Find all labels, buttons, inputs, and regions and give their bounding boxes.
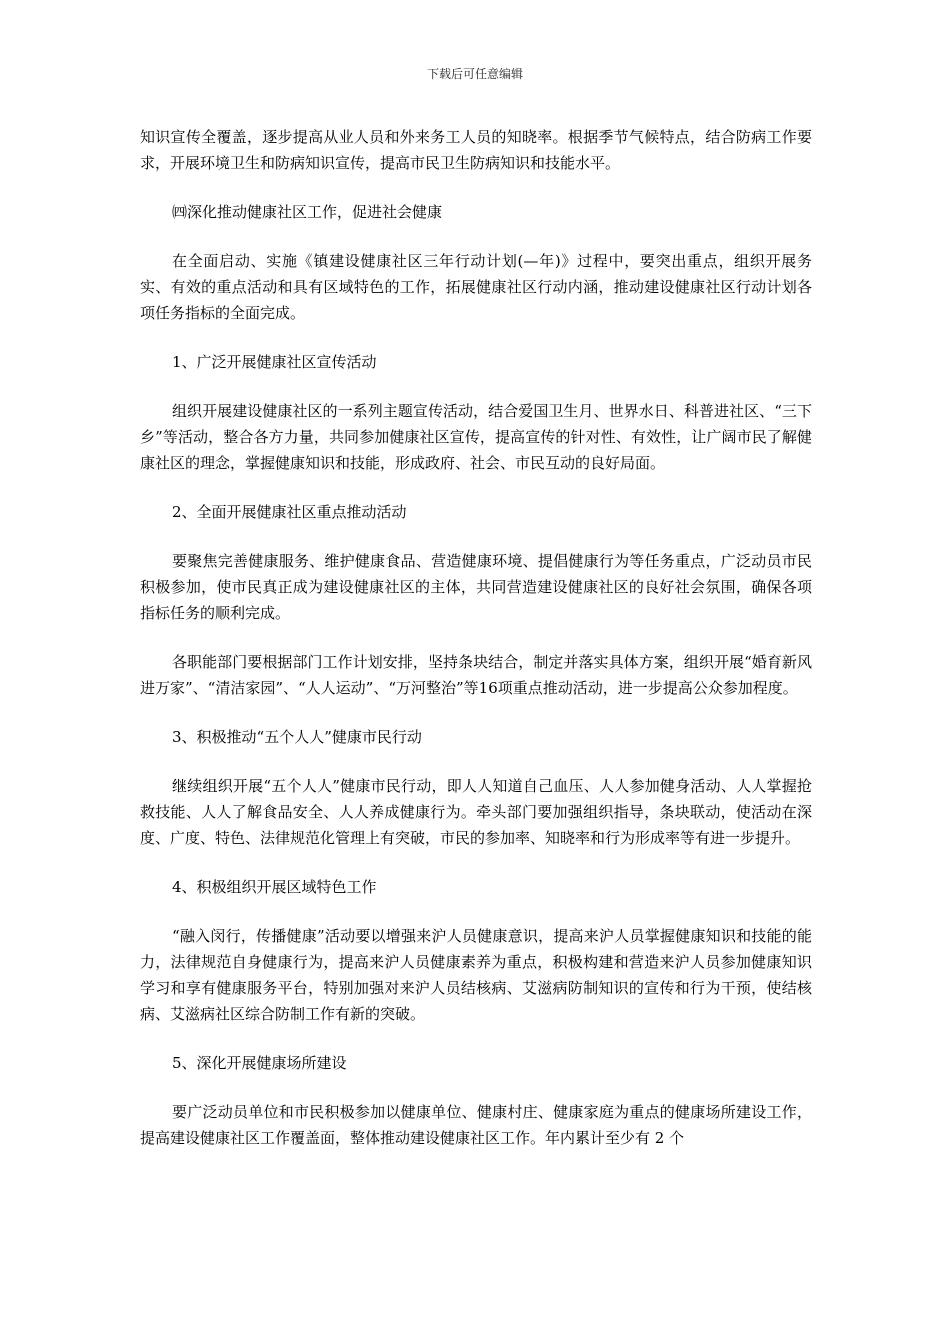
paragraph-continued: 知识宣传全覆盖，逐步提高从业人员和外来务工人员的知晓率。根据季节气候特点，结合防病工作要求，开展环境卫生和防病知识宣传，提高市民卫生防病知识和技能水平。 [140, 128, 812, 172]
paragraph-five-everyone: 继续组织开展“五个人人”健康市民行动，即人人知道自己血压、人人参加健身活动、人人掌握抢救技能、人人了解食品安全、人人养成健康行为。牵头部门要加强组织指导，条块联动，使活动在深度、广度、特色、法律规范化管理上有突破，市民的参加率、知晓率和行为形成率等有进一步提升。 [140, 777, 812, 847]
subsection-heading-4: 4、积极组织开展区域特色工作 [172, 878, 377, 896]
paragraph-departments: 各职能部门要根据部门工作计划安排，坚持条块结合，制定并落实具体方案，组织开展“婚育新风进万家”、“清洁家园”、“人人运动”、“万河整治”等16项重点推动活动，进一步提高公众参加程度。 [140, 653, 812, 697]
paragraph-regional-work: “融入闵行，传播健康”活动要以增强来沪人员健康意识，提高来沪人员掌握健康知识和技能的能力，法律规范自身健康行为，提高来沪人员健康素养为重点，积极构建和营造来沪人员参加健康知识学习和享有健康服务平台，特别加强对来沪人员结核病、艾滋病防制知识的宣传和行为干预，使结核病、艾滋病社区综合防制工作有新的突破。 [140, 927, 812, 1023]
section-heading-4: ㈣深化推动健康社区工作，促进社会健康 [172, 203, 443, 221]
subsection-heading-3: 3、积极推动“五个人人”健康市民行动 [172, 728, 422, 746]
subsection-heading-1: 1、广泛开展健康社区宣传活动 [172, 353, 377, 371]
subsection-heading-5: 5、深化开展健康场所建设 [172, 1054, 347, 1072]
page-header: 下载后可任意编辑 [426, 67, 523, 81]
document-body [140, 124, 812, 1174]
paragraph-publicity: 组织开展建设健康社区的一系列主题宣传活动，结合爱国卫生月、世界水日、科普进社区、“三下乡”等活动，整合各方力量，共同参加健康社区宣传，提高宣传的针对性、有效性，让广阔市民了解健康社区的理念，掌握健康知识和技能，形成政府、社会、市民互动的良好局面。 [140, 402, 812, 472]
paragraph-healthy-places: 要广泛动员单位和市民积极参加以健康单位、健康村庄、健康家庭为重点的健康场所建设工作，提高建设健康社区工作覆盖面，整体推动建设健康社区工作。年内累计至少有 2 个 [140, 1103, 812, 1147]
subsection-heading-2: 2、全面开展健康社区重点推动活动 [172, 503, 407, 521]
paragraph-action-plan: 在全面启动、实施《镇建设健康社区三年行动计划(—年)》过程中，要突出重点，组织开展务实、有效的重点活动和具有区域特色的工作，拓展健康社区行动内涵，推动建设健康社区行动计划各项任务指标的全面完成。 [140, 252, 812, 322]
paragraph-key-activities: 要聚焦完善健康服务、维护健康食品、营造健康环境、提倡健康行为等任务重点，广泛动员市民积极参加，使市民真正成为建设健康社区的主体，共同营造建设健康社区的良好社会氛围，确保各项指标任务的顺利完成。 [140, 552, 812, 622]
